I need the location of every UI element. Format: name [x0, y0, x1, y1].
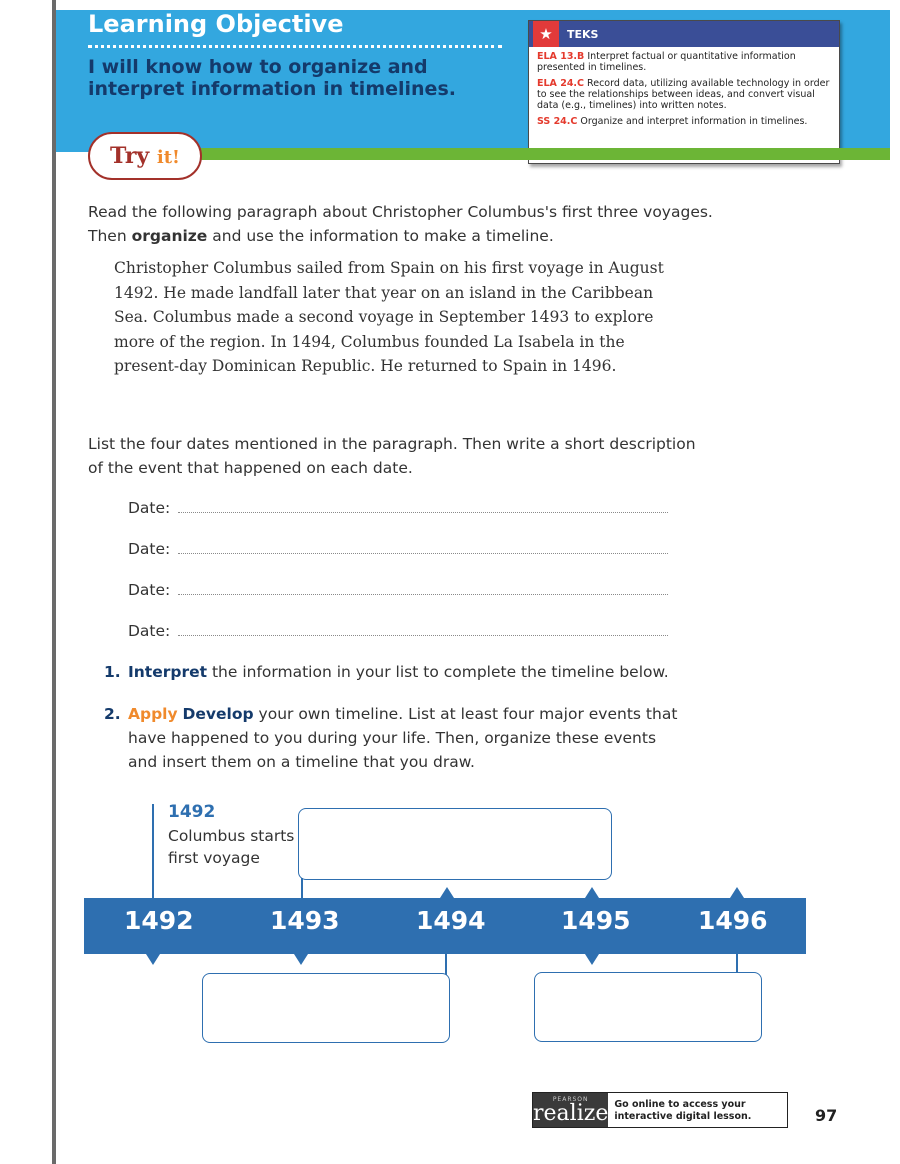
timeline-year: 1496: [698, 906, 768, 935]
teks-item: SS 24.C Organize and interpret information in timelines.: [537, 116, 808, 127]
date-entry-3[interactable]: Date:: [128, 580, 668, 599]
annotation-line-1492: [152, 804, 154, 898]
answer-box-1493[interactable]: [298, 808, 612, 880]
try-it-bar: [150, 148, 890, 160]
title-divider: [88, 45, 502, 48]
page-number: 97: [815, 1106, 838, 1125]
arrow-up-1495: [585, 887, 599, 898]
list-prompt: List the four dates mentioned in the paragraph. Then write a short description of the event that happened on each date.: [88, 435, 696, 477]
teks-box: [528, 20, 840, 164]
realize-banner[interactable]: [532, 1092, 788, 1128]
try-label: Try: [110, 143, 150, 169]
timeline-year: 1492: [124, 906, 194, 935]
teks-header: [529, 21, 839, 47]
date-entry-1[interactable]: Date:: [128, 498, 668, 517]
answer-box-1494[interactable]: [202, 973, 450, 1043]
arrow-up-1496: [730, 887, 744, 898]
teks-label: TEKS: [567, 27, 599, 41]
annotation-year: 1492: [168, 802, 216, 822]
timeline-year: 1493: [270, 906, 340, 935]
page-binding-edge: [52, 0, 56, 1164]
arrow-down-1493: [294, 954, 308, 965]
teks-item: ELA 24.C Record data, utilizing available technology in order to see the relationships between ideas, and convert visual data (e.g., timelines) into written notes.: [537, 78, 830, 111]
intro-paragraph: Read the following paragraph about Christopher Columbus's first three voyages. Then organize and use the information to make a timeline.: [88, 203, 713, 245]
learning-objective-title: Learning Objective: [88, 10, 344, 38]
texas-icon: ★: [533, 21, 559, 47]
realize-tagline: Go online to access your interactive digital lesson.: [614, 1099, 752, 1122]
arrow-down-1492: [146, 954, 160, 965]
question-2: 2. Apply Develop your own timeline. List at least four major events that have happened to you during your life. Then, organize these events and insert them on a timeline that you draw.: [104, 705, 678, 771]
annotation-text: Columbus starts first voyage: [168, 827, 295, 867]
timeline-year: 1495: [561, 906, 631, 935]
learning-objective-statement: I will know how to organize and interpret information in timelines.: [88, 56, 456, 100]
it-label: it!: [156, 147, 180, 168]
try-it-badge: [88, 132, 202, 180]
date-entry-2[interactable]: Date:: [128, 539, 668, 558]
teks-item: ELA 13.B Interpret factual or quantitative information presented in timelines.: [537, 51, 796, 73]
arrow-down-1495: [585, 954, 599, 965]
date-entry-4[interactable]: Date:: [128, 621, 668, 640]
answer-box-1496[interactable]: [534, 972, 762, 1042]
connector-1496: [736, 954, 738, 974]
connector-1494: [445, 954, 447, 976]
arrow-up-1494: [440, 887, 454, 898]
connector-1493: [301, 878, 303, 898]
question-1: 1. Interpret the information in your list to complete the timeline below.: [104, 663, 669, 681]
realize-logo: PEARSON realize: [533, 1093, 608, 1127]
timeline-year: 1494: [416, 906, 486, 935]
columbus-passage: Christopher Columbus sailed from Spain on his first voyage in August 1492. He made landfall later that year on an island in the Caribbean Sea. Columbus made a second voyage in September 1493 to explore more of the region. In 1494, Columbus founded La Isabela in the present-day Dominican Republic. He returned to Spain in 1496.: [114, 259, 664, 375]
